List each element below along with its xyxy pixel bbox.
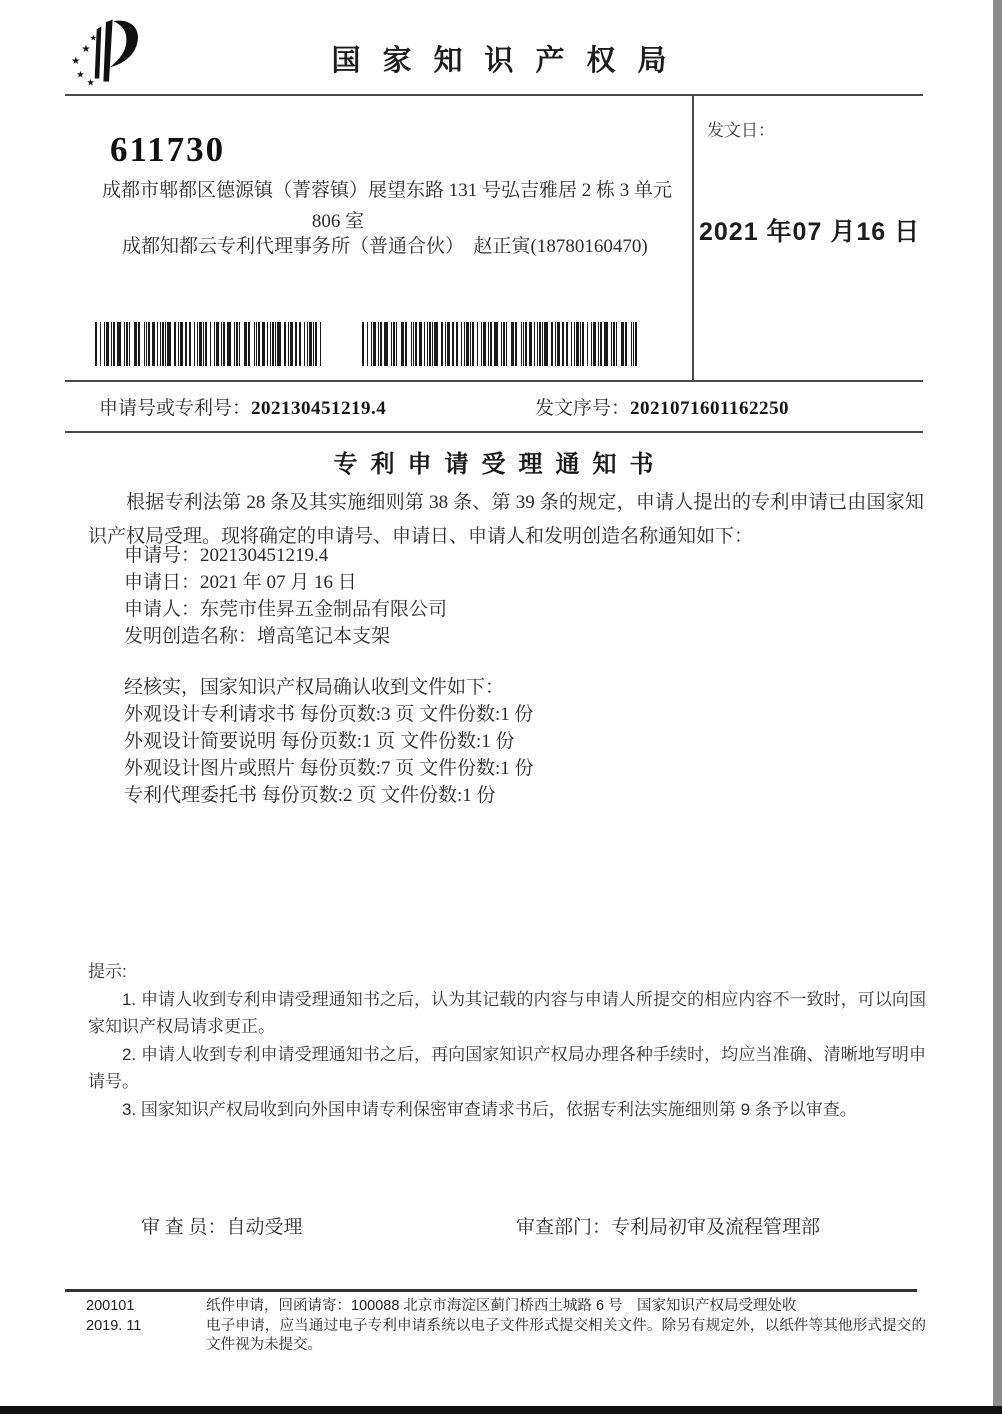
received-documents-list bbox=[124, 674, 534, 809]
department-row bbox=[516, 1212, 820, 1239]
department-label: 审查部门： bbox=[516, 1217, 612, 1238]
address-line-1: 成都市郫都区德源镇（菁蓉镇）展望东路 131 号弘吉雅居 2 栋 3 单元 bbox=[102, 180, 673, 201]
postcode: 611730 bbox=[110, 130, 226, 169]
scan-edge-bottom bbox=[0, 1406, 1002, 1414]
address-line-2: 806 室 bbox=[311, 211, 365, 232]
application-number-row bbox=[99, 393, 386, 420]
detail-filing-date: 申请日：2021 年 07 月 16 日 bbox=[124, 572, 357, 593]
agency-title: 国家知识产权局 bbox=[331, 45, 689, 77]
serial-number-label: 发文序号： bbox=[535, 398, 631, 419]
detail-applicant: 申请人：东莞市佳昇五金制品有限公司 bbox=[124, 599, 448, 620]
application-number-label: 申请号或专利号： bbox=[99, 398, 252, 419]
reference-divider bbox=[65, 431, 923, 433]
notice-intro-paragraph: 根据专利法第 28 条及其实施细则第 38 条、第 39 条的规定，申请人提出的专利申请已由国家知识产权局受理。现将确定的申请号、申请日、申请人和发明创造名称通知如下： bbox=[88, 492, 924, 547]
footer-code: 2019. 11 bbox=[86, 1317, 142, 1334]
barcode-right bbox=[362, 322, 643, 366]
tips-label: 提示: bbox=[88, 962, 127, 981]
dispatch-date-label: 发文日： bbox=[707, 121, 775, 140]
barcode-left bbox=[95, 322, 325, 366]
header-divider bbox=[65, 94, 923, 96]
footer-row-paper bbox=[86, 1297, 926, 1317]
tips-section bbox=[88, 958, 926, 1123]
footer-text: 纸件申请，回函请寄：100088 北京市海淀区蓟门桥西土城路 6 号 国家知识产权局受理处收 bbox=[206, 1298, 797, 1314]
application-number-value: 202130451219.4 bbox=[251, 398, 387, 419]
footer-text: 电子申请，应当通过电子专利申请系统以电子文件形式提交相关文件。除另有规定外，以纸件等其他形式提交的文件视为未提交。 bbox=[206, 1317, 926, 1353]
department-value: 专利局初审及流程管理部 bbox=[611, 1217, 821, 1238]
footer-notes bbox=[86, 1297, 926, 1356]
detail-invention-title: 发明创造名称：增高笔记本支架 bbox=[124, 626, 391, 647]
svg-text:★: ★ bbox=[76, 69, 85, 81]
received-header: 经核实，国家知识产权局确认收到文件如下： bbox=[124, 677, 505, 698]
received-item: 外观设计图片或照片 每份页数:7 页 文件份数:1 份 bbox=[124, 758, 534, 779]
recipient-line: 成都知都云专利代理事务所（普通合伙） 赵正寅(18780160470) bbox=[122, 236, 648, 257]
dispatch-date-value: 2021 年07 月16 日 bbox=[699, 218, 921, 246]
received-item: 外观设计简要说明 每份页数:1 页 文件份数:1 份 bbox=[124, 731, 515, 752]
footer-code: 200101 bbox=[86, 1298, 135, 1314]
svg-text:★: ★ bbox=[71, 56, 81, 68]
application-details-list bbox=[124, 542, 447, 650]
examiner-row bbox=[141, 1212, 303, 1239]
tips-item-2: 2. 申请人收到专利申请受理通知书之后，再向国家知识产权局办理各种手续时，均应当准确、清晰地写明申请号。 bbox=[88, 1044, 926, 1091]
serial-number-row bbox=[535, 393, 789, 420]
svg-text:★: ★ bbox=[81, 43, 91, 55]
barcode-divider bbox=[65, 380, 923, 382]
footer-divider bbox=[65, 1289, 917, 1292]
tips-item-1: 1. 申请人收到专利申请受理通知书之后，认为其记载的内容与申请人所提交的相应内容不一致时，可以向国家知识产权局请求更正。 bbox=[88, 989, 926, 1036]
received-item: 专利代理委托书 每份页数:2 页 文件份数:1 份 bbox=[124, 785, 496, 806]
notice-title: 专利申请受理通知书 bbox=[333, 452, 667, 478]
scan-edge-right bbox=[993, 0, 1002, 1414]
serial-number-value: 2021071601162250 bbox=[630, 398, 789, 419]
tips-item-3: 3. 国家知识产权局收到向外国申请专利保密审查请求书后，依据专利法实施细则第 9 条予以审查。 bbox=[122, 1099, 857, 1119]
svg-text:★: ★ bbox=[86, 77, 95, 89]
detail-application-number: 申请号：202130451219.4 bbox=[124, 545, 329, 566]
footer-row-electronic bbox=[86, 1317, 926, 1356]
date-box-border bbox=[692, 95, 694, 381]
examiner-label: 审 查 员： bbox=[141, 1217, 227, 1238]
svg-text:★: ★ bbox=[89, 32, 97, 43]
received-item: 外观设计专利请求书 每份页数:3 页 文件份数:1 份 bbox=[124, 704, 534, 725]
examiner-value: 自动受理 bbox=[226, 1217, 303, 1238]
